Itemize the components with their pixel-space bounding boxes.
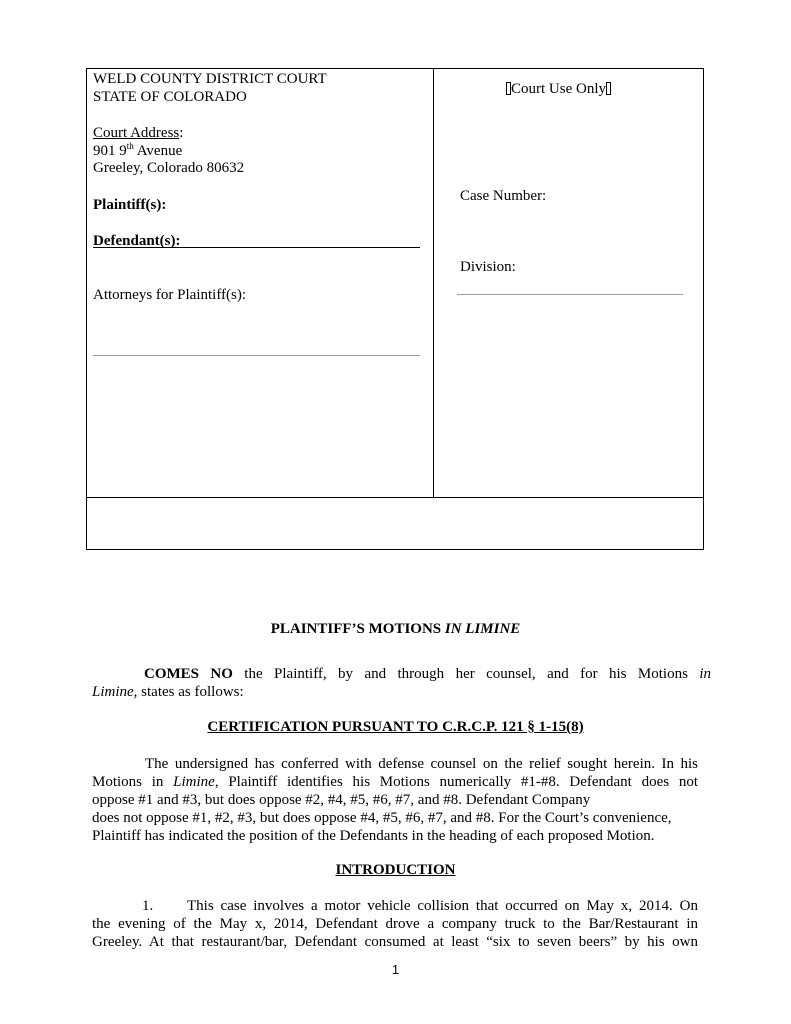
attorneys-label: Attorneys for Plaintiff(s): xyxy=(93,287,247,303)
court-name: WELD COUNTY DISTRICT COURT xyxy=(93,71,327,87)
case-number-label: Case Number: xyxy=(460,188,547,204)
caption-left-cell xyxy=(87,69,434,497)
court-address-street: 901 9th Avenue xyxy=(93,141,183,159)
plaintiff-label: Plaintiff(s): xyxy=(93,197,167,213)
document-title: PLAINTIFF’S MOTIONS IN LIMINE xyxy=(270,621,521,637)
paragraph-number: 1. xyxy=(142,898,154,914)
division-label: Division: xyxy=(460,259,516,275)
court-use-only: Court Use Only xyxy=(506,80,611,98)
court-state: STATE OF COLORADO xyxy=(93,89,247,105)
defendant-label: Defendant(s): xyxy=(93,233,181,249)
attorney-separator-line xyxy=(93,355,420,356)
numbered-paragraph-1: 1. This case involves a motor vehicle collision that occurred on May x, 2014. On the evening of the May x, 2014, Defendant drove a company truck to the Bar/Restaurant in Greeley. At that restaurant/bar, Defendant consumed at least “six to seven beers” by his own xyxy=(92,898,698,950)
right-box-glyph xyxy=(606,82,611,95)
caption-right-cell xyxy=(434,69,704,497)
certification-heading: CERTIFICATION PURSUANT TO C.R.C.P. 121 § 1-15(8) xyxy=(207,719,584,735)
court-address-city: Greeley, Colorado 80632 xyxy=(93,160,245,176)
caption-box xyxy=(86,68,704,550)
caption-bottom-cell xyxy=(87,497,703,549)
introduction-heading: INTRODUCTION xyxy=(335,862,456,878)
page-number: 1 xyxy=(391,962,400,977)
certification-paragraph: The undersigned has conferred with defense counsel on the relief sought herein. In his Motions in Limine, Plaintiff identifies his Motions numerically #1-#8. Defendant does not oppose #1 and #3, but does oppose #2, #4, #5, #6, #7, and #8. Defendant Company does not oppose #1, #2, #3, but does oppose #4, #5, #6, #7, and #8. For the Court’s convenience, Plaintiff has indicated the position of the Defendants in the heading of each proposed Motion. xyxy=(92,756,698,844)
intro-paragraph: COMES NO the Plaintiff, by and through her counsel, and for his Motions in Limine, states as follows: xyxy=(92,666,711,700)
division-underline xyxy=(457,294,683,295)
court-address-label: Court Address: xyxy=(93,125,184,141)
defendant-underline xyxy=(93,247,420,248)
